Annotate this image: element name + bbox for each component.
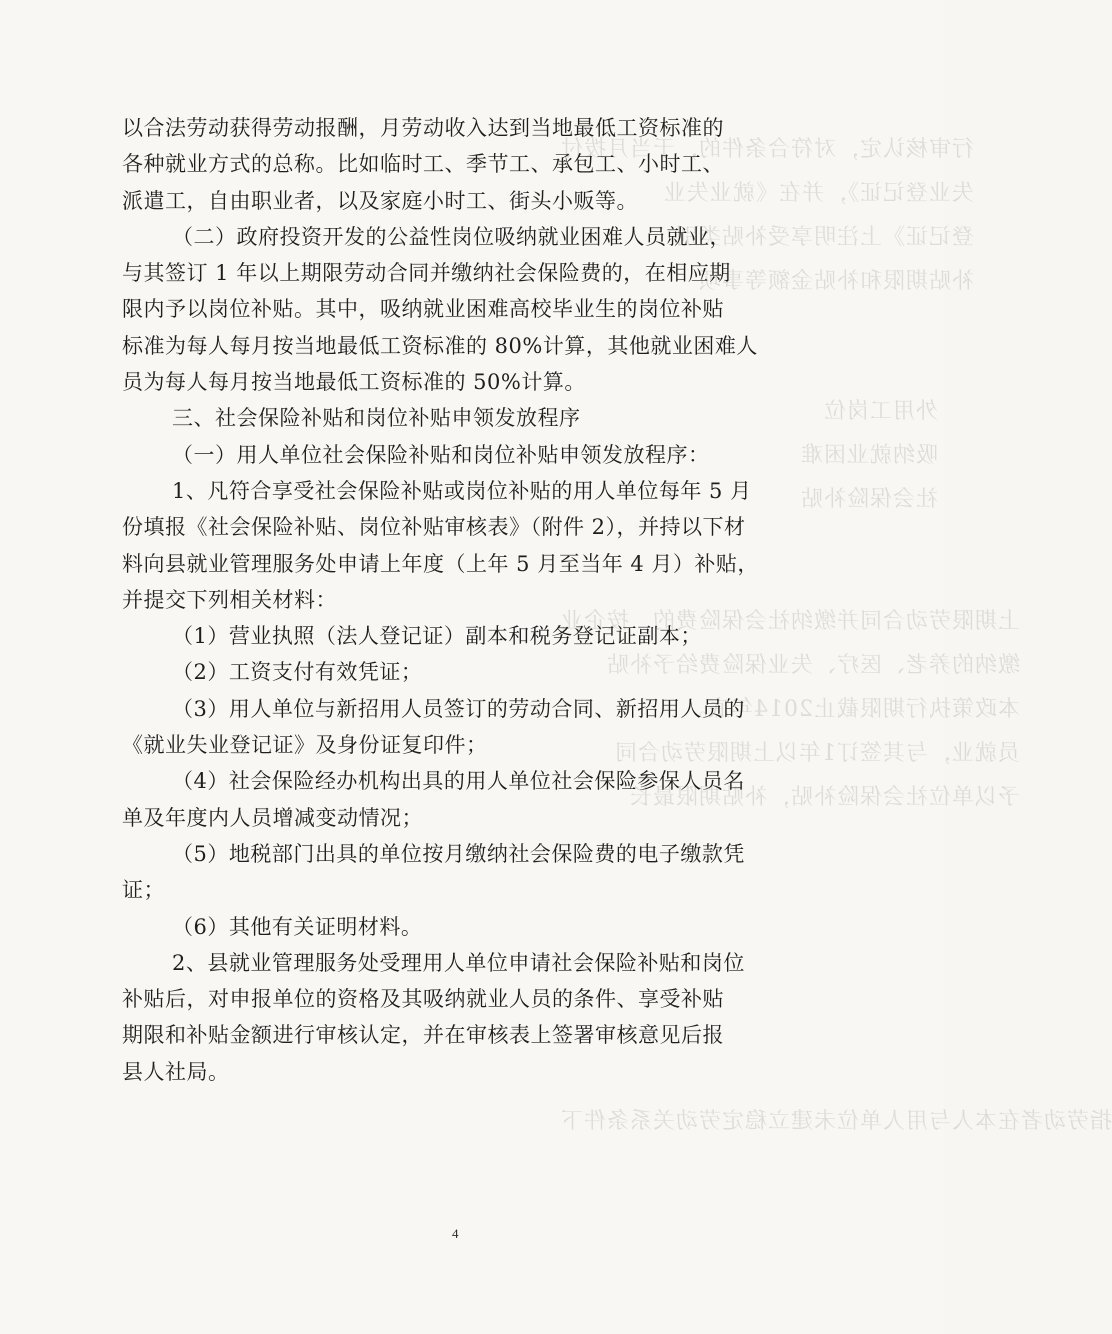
- text-line: 派遣工，自由职业者，以及家庭小时工、街头小贩等。: [122, 188, 638, 213]
- paragraph-start: （二）政府投资开发的公益性岗位吸纳就业困难人员就业，: [172, 224, 731, 249]
- page-number: 4: [452, 1226, 459, 1241]
- document-body: [122, 110, 822, 1090]
- text-line: 份填报《社会保险补贴、岗位补贴审核表》（附件 2），并持以下材: [122, 515, 746, 540]
- text-line: 《就业失业登记证》及身份证复印件；: [122, 733, 488, 758]
- text-line: 并提交下列相关材料：: [122, 587, 337, 612]
- bleed-through-decoration: 指劳动者在本人与用人单位未建立稳定劳动关系条件下: [560, 1109, 1112, 1134]
- text-line: 员为每人每月按当地最低工资标准的 50%计算。: [122, 370, 586, 395]
- list-item: （4）社会保险经办机构出具的用人单位社会保险参保人员名: [172, 769, 745, 794]
- section-heading: 三、社会保险补贴和岗位补贴申领发放程序: [172, 406, 581, 431]
- text-line: 与其签订 1 年以上期限劳动合同并缴纳社会保险费的，在相应期: [122, 261, 731, 286]
- paragraph-start: 1、凡符合享受社会保险补贴或岗位补贴的用人单位每年 5 月: [172, 478, 752, 503]
- text-line: 县人社局。: [122, 1059, 230, 1084]
- text-line: 以合法劳动获得劳动报酬，月劳动收入达到当地最低工资标准的: [122, 116, 724, 140]
- text-line: 各种就业方式的总称。比如临时工、季节工、承包工、小时工、: [122, 152, 724, 177]
- text-line: 标准为每人每月按当地最低工资标准的 80%计算，其他就业困难人: [122, 333, 758, 358]
- list-item: （1）营业执照（法人登记证）副本和税务登记证副本；: [172, 624, 702, 649]
- bleed-through-decoration: 行审核认定，对符合条件的，于当月拨付 失业登记证》，并在《就业失业 登记证》上注明享受补贴类别 补贴期限和补贴金额等事项: [560, 137, 975, 294]
- bleed-through-decoration: 上期限劳动合同并缴纳社会保险费的，按企业 缴纳的养老、医疗、失业保险费给予补贴 本政策执行期限截止2014年底。 员就业，与其签订1年以上期限劳动合同 予以单位社会保险补贴，补贴期限最长: [560, 609, 1021, 810]
- text-line: 限内予以岗位补贴。其中，吸纳就业困难高校毕业生的岗位补贴: [122, 297, 724, 322]
- subsection-heading: （一）用人单位社会保险补贴和岗位补贴申领发放程序：: [172, 442, 710, 467]
- text-line: 期限和补贴金额进行审核认定，并在审核表上签署审核意见后报: [122, 1023, 724, 1048]
- bleed-through-decoration: 外用工岗位 吸纳就业困难 社会保险补贴: [800, 399, 939, 512]
- text-line: 料向县就业管理服务处申请上年度（上年 5 月至当年 4 月）补贴，: [122, 551, 759, 576]
- list-item: （3）用人单位与新招用人员签订的劳动合同、新招用人员的: [172, 696, 745, 721]
- list-item: （5）地税部门出具的单位按月缴纳社会保险费的电子缴款凭: [172, 841, 745, 866]
- list-item: （2）工资支付有效凭证；: [172, 660, 423, 685]
- list-item: （6）其他有关证明材料。: [172, 914, 423, 939]
- text-line: 单及年度内人员增减变动情况；: [122, 805, 423, 830]
- text-line: 补贴后，对申报单位的资格及其吸纳就业人员的条件、享受补贴: [122, 987, 724, 1012]
- paragraph-start: 2、县就业管理服务处受理用人单位申请社会保险补贴和岗位: [172, 950, 745, 975]
- text-line: 证；: [122, 878, 165, 903]
